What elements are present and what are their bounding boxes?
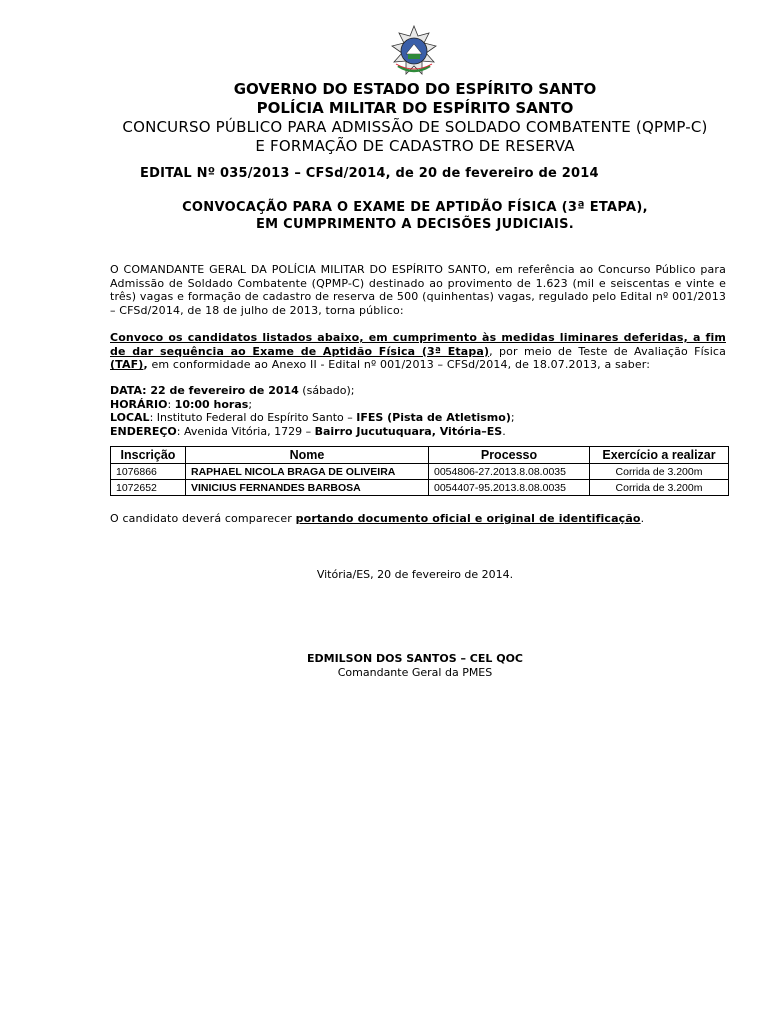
info-location (110, 411, 515, 425)
info-location-text: : Instituto Federal do Espírito Santo – (149, 411, 357, 424)
info-address-end: . (502, 424, 506, 438)
info-location-end: ; (510, 411, 515, 424)
table-row (111, 480, 729, 496)
col-header-exercicio: Exercício a realizar (590, 447, 729, 464)
convocation-line-1: CONVOCAÇÃO PARA O EXAME DE APTIDÃO FÍSICA (3ª ETAPA), (182, 200, 648, 215)
convoco-main: Convoco os candidatos listados abaixo, em cumprimento às medidas liminares deferidas, a fim de dar sequência ao Exame de Aptidão Física (3ª Etapa) (110, 331, 726, 358)
header-government: GOVERNO DO ESTADO DO ESPÍRITO SANTO (233, 80, 597, 98)
info-address-text: : Avenida Vitória, 1729 – (176, 424, 315, 438)
cell-nome: RAPHAEL NICOLA BRAGA DE OLIVEIRA (186, 464, 429, 480)
exam-info (110, 384, 515, 438)
info-address-bold: Bairro Jucutuquara, Vitória–ES (314, 424, 503, 438)
cell-processo: 0054806-27.2013.8.08.0035 (429, 464, 590, 480)
info-time-label: HORÁRIO (110, 397, 168, 411)
signature-block (100, 652, 730, 680)
coat-of-arms-icon (386, 24, 442, 80)
cell-inscricao: 1072652 (111, 480, 186, 496)
info-time (110, 398, 515, 412)
header-contest: CONCURSO PÚBLICO PARA ADMISSÃO DE SOLDADO COMBATENTE (QPMP-C) (122, 118, 708, 136)
convoco-end: em conformidade ao Anexo II - Edital nº 001/2013 – CFSd/2014, de 18.07.2013, a saber: (147, 358, 651, 371)
edital-title: EDITAL Nº 035/2013 – CFSd/2014, de 20 de fevereiro de 2014 (140, 166, 599, 181)
table-row (111, 464, 729, 480)
table-header-row (111, 447, 729, 464)
info-address (110, 425, 515, 439)
cell-inscricao: 1076866 (111, 464, 186, 480)
info-date (110, 384, 515, 398)
info-date-extra: (sábado); (298, 384, 355, 397)
info-address-label: ENDEREÇO (110, 424, 177, 438)
intro-paragraph: O COMANDANTE GERAL DA POLÍCIA MILITAR DO ESPÍRITO SANTO, em referência ao Concurso Público para Admissão de Soldado Combatente (QPMP-C) destinado ao provimento de 1.623 (mil e seiscentas e vinte e três) vagas e formação de cadastro de reserva de 500 (quinhentas) vagas, regulado pelo Edital nº 001/2013 – CFSd/2014, de 18 de julho de 2013, torna público: (110, 263, 726, 317)
identification-note (110, 512, 644, 525)
info-location-bold: IFES (Pista de Atletismo) (356, 411, 511, 424)
header-block (100, 80, 730, 156)
cell-exercicio: Corrida de 3.200m (590, 480, 729, 496)
convoco-comma: , (143, 358, 148, 371)
info-location-label: LOCAL (110, 411, 150, 424)
convocation-line-2: EM CUMPRIMENTO A DECISÕES JUDICIAIS. (255, 217, 575, 232)
date-line: Vitória/ES, 20 de fevereiro de 2014. (316, 568, 514, 581)
signature-name: EDMILSON DOS SANTOS – CEL QOC (306, 652, 523, 665)
info-time-end: ; (248, 397, 253, 411)
col-header-nome: Nome (186, 447, 429, 464)
convoco-taf: (TAF) (110, 358, 144, 371)
note-text: O candidato deverá comparecer (110, 512, 296, 525)
convoco-paragraph (110, 331, 726, 372)
header-police: POLÍCIA MILITAR DO ESPÍRITO SANTO (256, 99, 574, 117)
info-time-sep: : (167, 397, 175, 411)
signature-role: Comandante Geral da PMES (337, 666, 493, 679)
candidates-table (110, 446, 729, 496)
col-header-inscricao: Inscrição (111, 447, 186, 464)
cell-nome: VINICIUS FERNANDES BARBOSA (186, 480, 429, 496)
info-time-value: 10:00 horas (174, 397, 249, 411)
convoco-mid: , por meio de Teste de Avaliação Física (489, 344, 726, 358)
note-bold: portando documento oficial e original de identificação (295, 512, 641, 525)
info-date-label: DATA: 22 de fevereiro de 2014 (110, 384, 299, 397)
note-end: . (640, 512, 645, 525)
header-reserve: E FORMAÇÃO DE CADASTRO DE RESERVA (255, 137, 575, 155)
convocation-title (100, 199, 730, 233)
col-header-processo: Processo (429, 447, 590, 464)
cell-processo: 0054407-95.2013.8.08.0035 (429, 480, 590, 496)
cell-exercicio: Corrida de 3.200m (590, 464, 729, 480)
